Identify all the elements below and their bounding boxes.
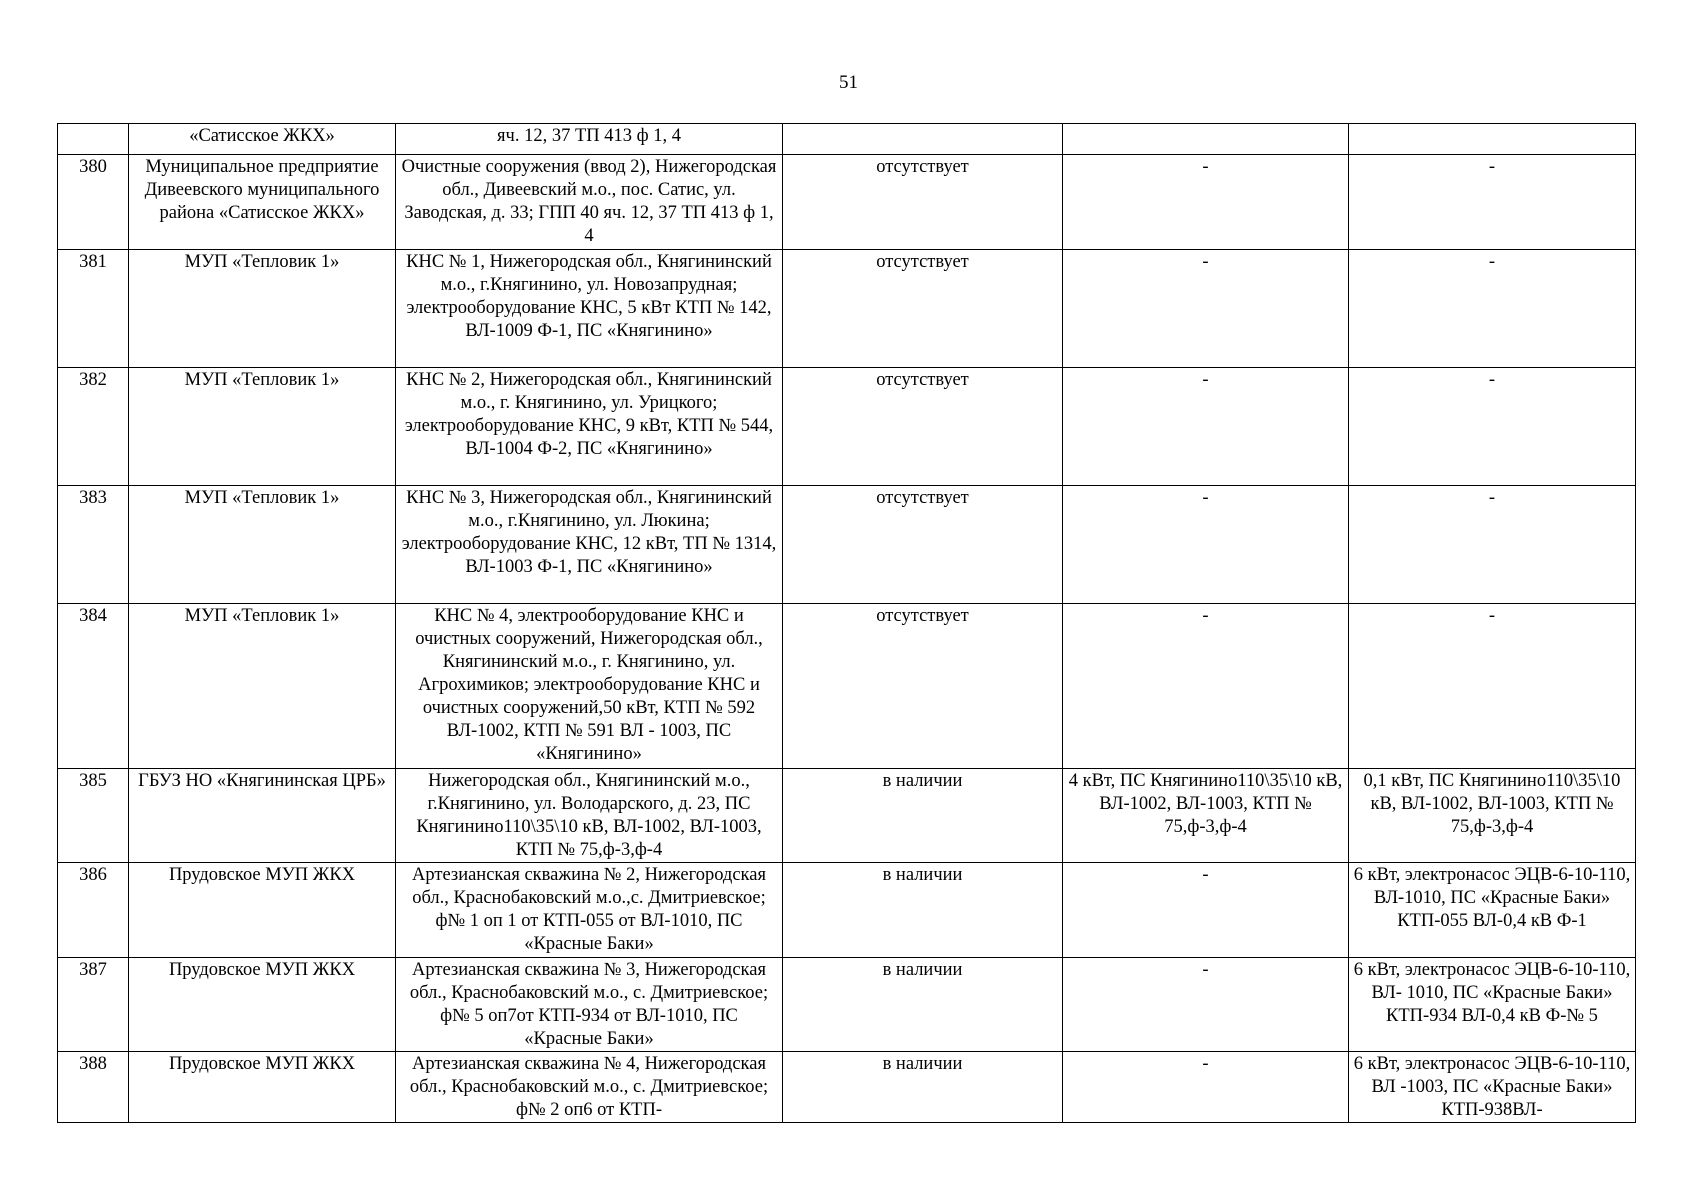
row-number-cell: 385 — [58, 769, 129, 863]
organization-cell: «Сатисское ЖКХ» — [129, 124, 396, 155]
availability-cell: в наличии — [783, 769, 1063, 863]
power-cell-2 — [1349, 124, 1636, 155]
organization-cell: Прудовское МУП ЖКХ — [129, 958, 396, 1052]
availability-cell: отсутствует — [783, 250, 1063, 368]
power-cell-2: - — [1349, 604, 1636, 769]
row-number-cell: 384 — [58, 604, 129, 769]
availability-cell: отсутствует — [783, 486, 1063, 604]
data-table — [57, 123, 1636, 1123]
table-row — [58, 368, 1636, 486]
availability-cell: в наличии — [783, 958, 1063, 1052]
object-cell: Артезианская скважина № 3, Нижегородская обл., Краснобаковский м.о., с. Дмитриевское; ф№ 5 оп7от КТП-934 от ВЛ-1010, ПС «Красные Баки» — [396, 958, 783, 1052]
power-cell-2: - — [1349, 155, 1636, 250]
power-cell-2: 0,1 кВт, ПС Княгинино110\35\10 кВ, ВЛ-1002, ВЛ-1003, КТП № 75,ф-3,ф-4 — [1349, 769, 1636, 863]
power-cell-2: - — [1349, 486, 1636, 604]
row-number-cell: 387 — [58, 958, 129, 1052]
power-cell-1: - — [1063, 368, 1349, 486]
availability-cell: отсутствует — [783, 155, 1063, 250]
object-cell: Очистные сооружения (ввод 2), Нижегородская обл., Дивеевский м.о., пос. Сатис, ул. Заводская, д. 33; ГПП 40 яч. 12, 37 ТП 413 ф 1, 4 — [396, 155, 783, 250]
organization-cell: Прудовское МУП ЖКХ — [129, 863, 396, 958]
power-cell-1: - — [1063, 604, 1349, 769]
object-cell: Артезианская скважина № 2, Нижегородская обл., Краснобаковский м.о.,с. Дмитриевское; ф№ 1 оп 1 от КТП-055 от ВЛ-1010, ПС «Красные Баки» — [396, 863, 783, 958]
availability-cell: отсутствует — [783, 368, 1063, 486]
availability-cell — [783, 124, 1063, 155]
power-cell-1: - — [1063, 155, 1349, 250]
row-number-cell: 382 — [58, 368, 129, 486]
object-cell: КНС № 3, Нижегородская обл., Княгининский м.о., г.Княгинино, ул. Люкина; электрооборудование КНС, 12 кВт, ТП № 1314, ВЛ-1003 Ф-1, ПС «Княгинино» — [396, 486, 783, 604]
row-number-cell — [58, 124, 129, 155]
power-cell-2: - — [1349, 368, 1636, 486]
organization-cell: МУП «Тепловик 1» — [129, 250, 396, 368]
table-row — [58, 486, 1636, 604]
power-cell-1: 4 кВт, ПС Княгинино110\35\10 кВ, ВЛ-1002, ВЛ-1003, КТП № 75,ф-3,ф-4 — [1063, 769, 1349, 863]
object-cell: КНС № 4, электрооборудование КНС и очистных сооружений, Нижегородская обл., Княгининский м.о., г. Княгинино, ул. Агрохимиков; электрооборудование КНС и очистных сооружений,50 кВт, КТП № 592 ВЛ-1002, КТП № 591 ВЛ - 1003, ПС «Княгинино» — [396, 604, 783, 769]
power-cell-1: - — [1063, 1052, 1349, 1123]
organization-cell: Прудовское МУП ЖКХ — [129, 1052, 396, 1123]
power-cell-1: - — [1063, 863, 1349, 958]
object-cell: Нижегородская обл., Княгининский м.о., г.Княгинино, ул. Володарского, д. 23, ПС Княгинино110\35\10 кВ, ВЛ-1002, ВЛ-1003, КТП № 75,ф-3,ф-4 — [396, 769, 783, 863]
table-row — [58, 1052, 1636, 1123]
organization-cell: ГБУЗ НО «Княгининская ЦРБ» — [129, 769, 396, 863]
row-number-cell: 388 — [58, 1052, 129, 1123]
availability-cell: отсутствует — [783, 604, 1063, 769]
power-cell-1 — [1063, 124, 1349, 155]
power-cell-2: 6 кВт, электронасос ЭЦВ-6-10-110, ВЛ -1003, ПС «Красные Баки» КТП-938ВЛ- — [1349, 1052, 1636, 1123]
object-cell: КНС № 1, Нижегородская обл., Княгининский м.о., г.Княгинино, ул. Новозапрудная; электрооборудование КНС, 5 кВт КТП № 142, ВЛ-1009 Ф-1, ПС «Княгинино» — [396, 250, 783, 368]
availability-cell: в наличии — [783, 1052, 1063, 1123]
table-row — [58, 604, 1636, 769]
availability-cell: в наличии — [783, 863, 1063, 958]
object-cell: Артезианская скважина № 4, Нижегородская обл., Краснобаковский м.о., с. Дмитриевское; ф№ 2 оп6 от КТП- — [396, 1052, 783, 1123]
row-number-cell: 383 — [58, 486, 129, 604]
organization-cell: МУП «Тепловик 1» — [129, 486, 396, 604]
row-number-cell: 386 — [58, 863, 129, 958]
table-row — [58, 958, 1636, 1052]
table-row — [58, 769, 1636, 863]
organization-cell: Муниципальное предприятие Дивеевского муниципального района «Сатисское ЖКХ» — [129, 155, 396, 250]
table-row — [58, 124, 1636, 155]
table-row — [58, 155, 1636, 250]
row-number-cell: 380 — [58, 155, 129, 250]
power-cell-1: - — [1063, 250, 1349, 368]
power-cell-2: 6 кВт, электронасос ЭЦВ-6-10-110, ВЛ-1010, ПС «Красные Баки» КТП-055 ВЛ-0,4 кВ Ф-1 — [1349, 863, 1636, 958]
table-row — [58, 863, 1636, 958]
organization-cell: МУП «Тепловик 1» — [129, 604, 396, 769]
power-cell-1: - — [1063, 486, 1349, 604]
power-cell-2: - — [1349, 250, 1636, 368]
object-cell: КНС № 2, Нижегородская обл., Княгининский м.о., г. Княгинино, ул. Урицкого; электрооборудование КНС, 9 кВт, КТП № 544, ВЛ-1004 Ф-2, ПС «Княгинино» — [396, 368, 783, 486]
object-cell: яч. 12, 37 ТП 413 ф 1, 4 — [396, 124, 783, 155]
organization-cell: МУП «Тепловик 1» — [129, 368, 396, 486]
table-row — [58, 250, 1636, 368]
power-cell-2: 6 кВт, электронасос ЭЦВ-6-10-110, ВЛ- 1010, ПС «Красные Баки» КТП-934 ВЛ-0,4 кВ Ф-№ 5 — [1349, 958, 1636, 1052]
row-number-cell: 381 — [58, 250, 129, 368]
page-number: 51 — [839, 72, 858, 93]
power-cell-1: - — [1063, 958, 1349, 1052]
